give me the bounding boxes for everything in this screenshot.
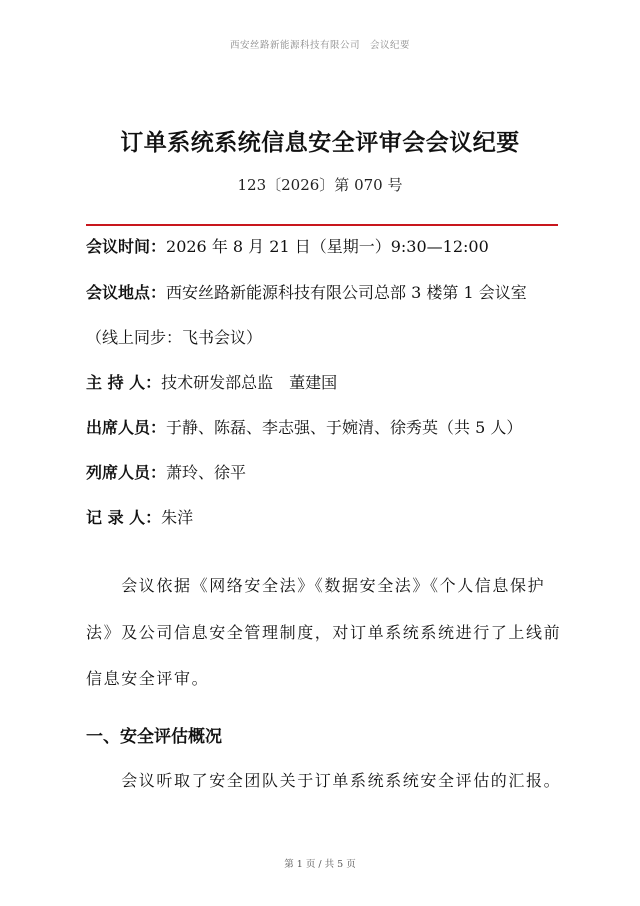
page-footer: 第 1 页 / 共 5 页	[284, 859, 356, 870]
meeting-location-label: 会议地点：	[86, 283, 167, 302]
recorder-value: 朱洋	[161, 508, 194, 527]
meeting-time-label: 会议时间：	[86, 237, 167, 256]
section-1-paragraph: 会议听取了安全团队关于订单系统系统安全评估的汇报。	[86, 771, 562, 790]
host-value: 技术研发部总监 董建国	[161, 373, 338, 392]
intro-paragraph-line-3: 信息安全评审。	[86, 669, 210, 688]
intro-paragraph-line-1: 会议依据《网络安全法》《数据安全法》《个人信息保护	[86, 576, 546, 595]
observers-value: 萧玲、徐平	[166, 463, 247, 482]
meeting-location-value: 西安丝路新能源科技有限公司总部 3 楼第 1 会议室	[166, 283, 527, 302]
host-row	[86, 373, 566, 393]
host-label: 主 持 人：	[86, 373, 162, 392]
section-1-heading: 一、安全评估概况	[86, 727, 222, 747]
meeting-location-continuation: （线上同步：飞书会议）	[86, 328, 263, 347]
attendees-value: 于静、陈磊、李志强、于婉清、徐秀英（共 5 人）	[166, 418, 523, 437]
attendees-label: 出席人员：	[86, 418, 167, 437]
meeting-location-row	[86, 283, 566, 303]
document-number: 123〔2026〕第 070 号	[237, 176, 403, 194]
page-header: 西安丝路新能源科技有限公司 会议纪要	[229, 40, 410, 51]
attendees-row	[86, 418, 566, 438]
document-title: 订单系统系统信息安全评审会会议纪要	[120, 130, 520, 156]
recorder-row	[86, 508, 566, 528]
observers-row	[86, 463, 566, 483]
recorder-label: 记 录 人：	[86, 508, 162, 527]
meeting-time-row	[86, 237, 566, 257]
meeting-time-value: 2026 年 8 月 21 日（星期一）9:30—12:00	[166, 237, 489, 256]
red-divider	[86, 224, 558, 226]
observers-label: 列席人员：	[86, 463, 167, 482]
intro-paragraph-line-2: 法》及公司信息安全管理制度，对订单系统系统进行了上线前	[86, 623, 562, 642]
